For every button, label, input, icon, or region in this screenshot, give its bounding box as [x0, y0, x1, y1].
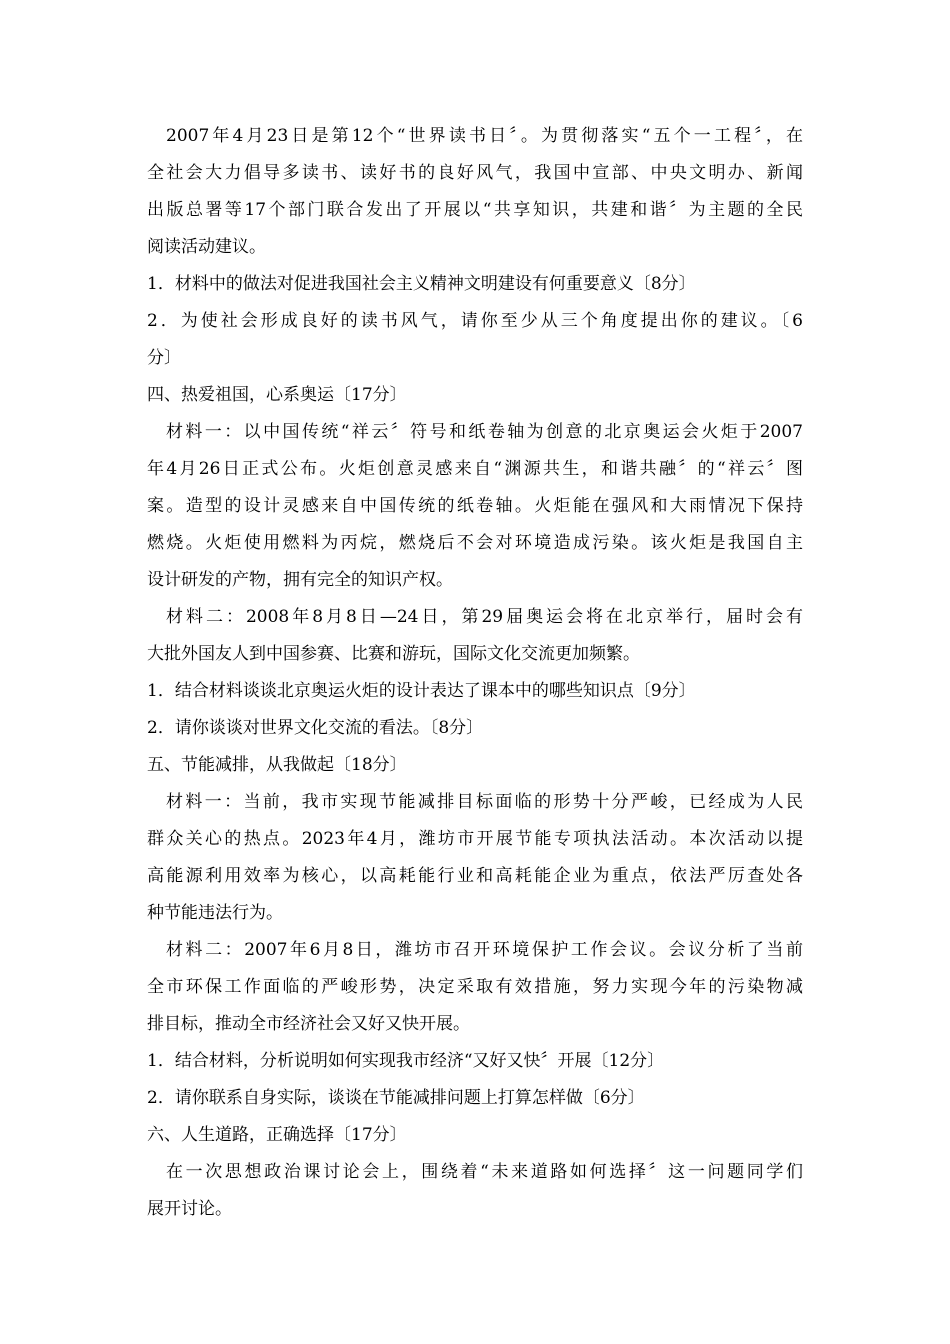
text-line-2: 全社会大力倡导多读书、读好书的良好风气，我国中宣部、中央文明办、新闻 — [147, 163, 803, 183]
text-line-12: 燃烧。火炬使用燃料为丙烷，燃烧后不会对环境造成污染。该火炬是我国自主 — [147, 533, 803, 553]
text-line-25: 排目标，推动全市经济社会又好又快开展。 — [147, 1014, 470, 1034]
text-line-29: 在一次思想政治课讨论会上，围绕着“未来道路如何选择〞这一问题同学们 — [166, 1162, 803, 1182]
text-line-11: 案。造型的设计灵感来自中国传统的纸卷轴。火炬能在强风和大雨情况下保持 — [147, 496, 803, 516]
question-line-17: 2．请你谈谈对世界文化交流的看法。〔8分〕 — [147, 718, 484, 738]
document-page — [147, 118, 803, 1228]
text-line-15: 大批外国友人到中国参赛、比赛和游玩，国际文化交流更加频繁。 — [147, 644, 640, 664]
text-line-23: 材料二：2007年6月8日，潍坊市召开环境保护工作会议。会议分析了当前 — [166, 940, 803, 960]
text-line-30: 展开讨论。 — [147, 1199, 232, 1219]
text-line-20: 群众关心的热点。2023年4月，潍坊市开展节能专项执法活动。本次活动以提 — [147, 829, 803, 849]
text-line-14: 材料二：2008年8月8日—24日，第29届奥运会将在北京举行，届时会有 — [166, 607, 803, 627]
text-line-24: 全市环保工作面临的严峻形势，决定采取有效措施，努力实现今年的污染物减 — [147, 977, 803, 997]
question-line-6: 2．为使社会形成良好的读书风气，请你至少从三个角度提出你的建议。〔6 — [147, 311, 803, 331]
section-heading-5: 五、节能减排，从我做起〔18分〕 — [147, 755, 407, 775]
question-line-16: 1．结合材料谈谈北京奥运火炬的设计表达了课本中的哪些知识点〔9分〕 — [147, 681, 696, 701]
section-heading-4: 四、热爱祖国，心系奥运〔17分〕 — [147, 385, 407, 405]
text-line-19: 材料一：当前，我市实现节能减排目标面临的形势十分严峻，已经成为人民 — [166, 792, 803, 812]
text-line-21: 高能源利用效率为核心，以高耗能行业和高耗能企业为重点，依法严厉查处各 — [147, 866, 803, 886]
question-line-26: 1．结合材料，分析说明如何实现我市经济“又好又快〞开展〔12分〕 — [147, 1051, 665, 1071]
text-line-13: 设计研发的产物，拥有完全的知识产权。 — [147, 570, 453, 590]
text-line-4: 阅读活动建议。 — [147, 237, 266, 257]
text-line-9: 材料一：以中国传统“祥云〞符号和纸卷轴为创意的北京奥运会火炬于2007 — [166, 422, 803, 442]
text-line-7: 分〕 — [147, 348, 181, 368]
question-line-27: 2．请你联系自身实际，谈谈在节能减排问题上打算怎样做〔6分〕 — [147, 1088, 645, 1108]
text-line-3: 出版总署等17个部门联合发出了开展以“共享知识，共建和谐〞为主题的全民 — [147, 200, 803, 220]
text-line-1: 2007年4月23日是第12个“世界读书日〞。为贯彻落实“五个一工程〞，在 — [166, 126, 803, 146]
text-line-10: 年4月26日正式公布。火炬创意灵感来自“渊源共生，和谐共融〞的“祥云〞图 — [147, 459, 803, 479]
question-line-5: 1．材料中的做法对促进我国社会主义精神文明建设有何重要意义〔8分〕 — [147, 274, 696, 294]
text-line-22: 种节能违法行为。 — [147, 903, 283, 923]
section-heading-6: 六、人生道路，正确选择〔17分〕 — [147, 1125, 407, 1145]
